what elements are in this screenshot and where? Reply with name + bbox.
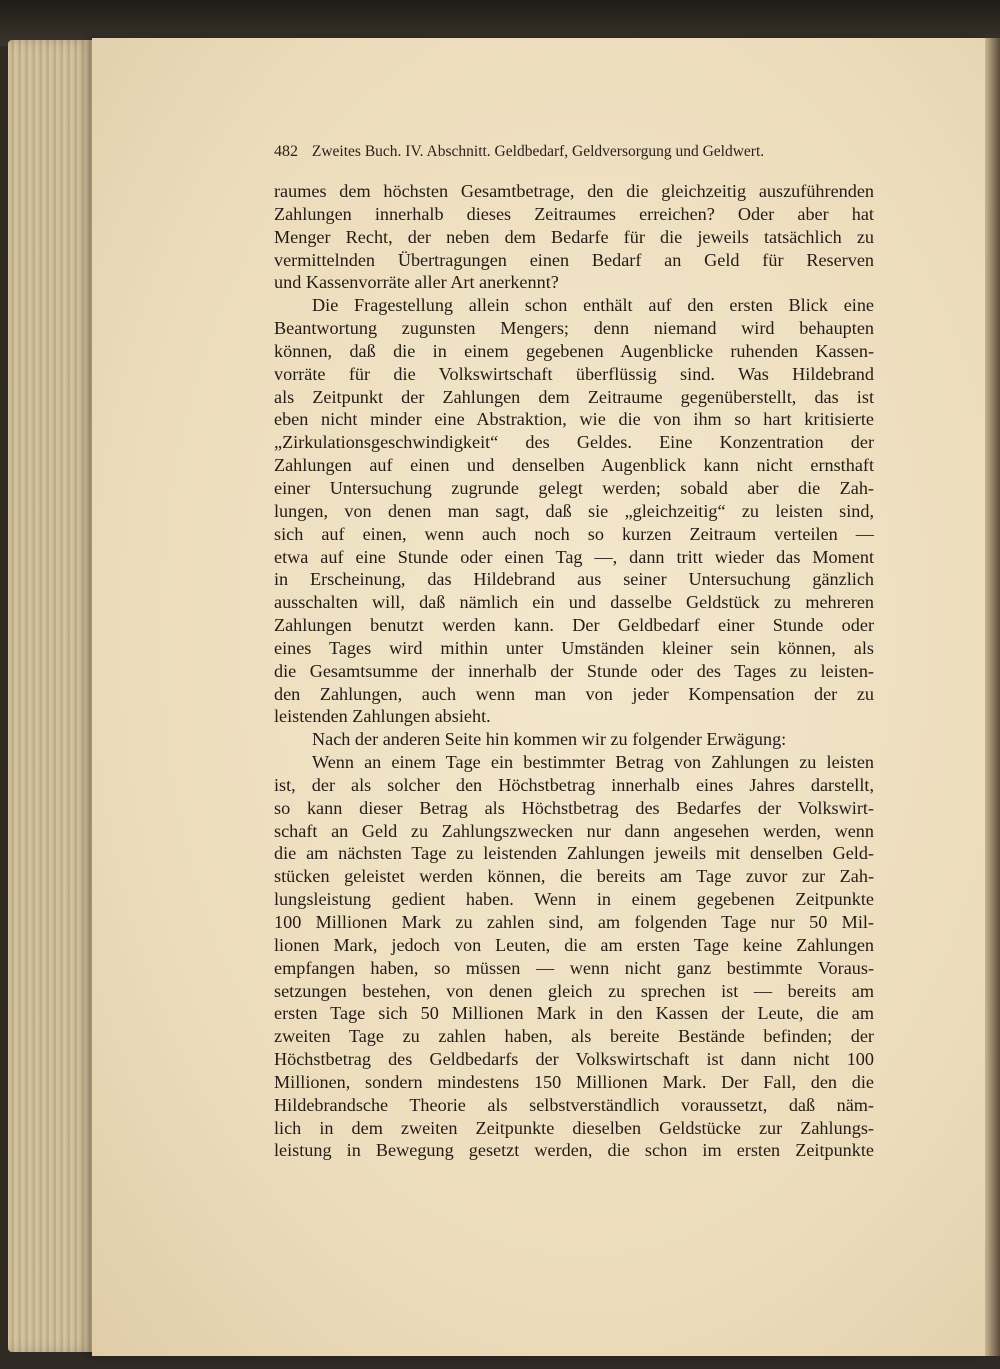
text-line: die am nächsten Tage zu leistenden Zahlungen jeweils mit denselben Geld- (274, 843, 874, 864)
text-line: schaft an Geld zu Zahlungszwecken nur dann angesehen werden, wenn (274, 820, 874, 841)
text-line: Hildebrandsche Theorie als selbstverständlich voraussetzt, daß näm- (274, 1094, 874, 1115)
text-line: Millionen, sondern mindestens 150 Millionen Mark. Der Fall, den die (274, 1071, 874, 1092)
running-header (274, 143, 874, 161)
text-line: ersten Tage sich 50 Millionen Mark in den Kassen der Leute, die am (274, 1003, 874, 1024)
text-line: als Zeitpunkt der Zahlungen dem Zeitraume gegenüberstellt, das ist (274, 386, 874, 407)
text-line: ausschalten will, daß nämlich ein und dasselbe Geldstück zu mehreren (274, 592, 874, 613)
text-line: und Kassenvorräte aller Art anerkennt? (274, 272, 559, 293)
text-line: eben nicht minder eine Abstraktion, wie die von ihm so hart kritisierte (274, 409, 874, 430)
text-line: leistenden Zahlungen absieht. (274, 706, 491, 727)
text-line: Zahlungen innerhalb dieses Zeitraumes erreichen? Oder aber hat (274, 203, 874, 224)
text-line: Zahlungen benutzt werden kann. Der Geldbedarf einer Stunde oder (274, 615, 874, 636)
text-line: „Zirkulationsgeschwindigkeit“ des Geldes. Eine Konzentration der (274, 432, 874, 453)
text-line: lionen Mark, jedoch von Leuten, die am ersten Tage keine Zahlungen (274, 934, 874, 955)
body-text (274, 180, 874, 1162)
text-line: stücken geleistet werden können, die bereits am Tage zuvor zur Zah- (274, 866, 874, 887)
text-line: lungen, von denen man sagt, daß sie „gleichzeitig“ zu leisten sind, (274, 500, 874, 521)
text-line: Zahlungen auf einen und denselben Augenblick kann nicht ernsthaft (274, 455, 874, 476)
text-line: sich auf einen, wenn auch noch so kurzen Zeitraum verteilen — (274, 523, 874, 544)
text-line: lich in dem zweiten Zeitpunkte dieselben Geldstücke zur Zahlungs- (274, 1117, 874, 1138)
text-line: etwa auf eine Stunde oder einen Tag —, dann tritt wieder das Moment (274, 546, 874, 567)
text-line: in Erscheinung, das Hildebrand aus seiner Untersuchung gänzlich (274, 569, 874, 590)
text-line: Die Fragestellung allein schon enthält auf den ersten Blick eine (312, 295, 874, 316)
text-line: können, daß die in einem gegebenen Augenblicke ruhenden Kassen- (274, 340, 874, 361)
text-line: setzungen bestehen, von denen gleich zu sprechen ist — bereits am (274, 980, 874, 1001)
text-line: vorräte für die Volkswirtschaft überflüssig sind. Was Hildebrand (274, 363, 874, 384)
text-line: leistung in Bewegung gesetzt werden, die schon im ersten Zeitpunkte (274, 1140, 874, 1161)
text-line: so kann dieser Betrag als Höchstbetrag des Bedarfes der Volkswirt- (274, 797, 874, 818)
page-number: 482 (274, 143, 298, 160)
text-line: den Zahlungen, auch wenn man von jeder Kompensation der zu (274, 683, 874, 704)
text-line: einer Untersuchung zugrunde gelegt werden; sobald aber die Zah- (274, 477, 874, 498)
text-line: raumes dem höchsten Gesamtbetrage, den die gleichzeitig auszuführenden (274, 181, 874, 201)
text-line: zweiten Tage zu zahlen haben, als bereite Bestände befinden; der (274, 1026, 874, 1047)
text-line: die Gesamtsumme der innerhalb der Stunde oder des Tages zu leisten- (274, 660, 874, 681)
text-line: lungsleistung gedient haben. Wenn in einem gegebenen Zeitpunkte (274, 889, 874, 910)
text-line: ist, der als solcher den Höchstbetrag innerhalb eines Jahres darstellt, (274, 774, 874, 795)
text-line: eines Tages wird mithin unter Umständen kleiner sein können, als (274, 637, 874, 658)
page-gutter (985, 38, 1000, 1356)
text-line: Wenn an einem Tage ein bestimmter Betrag von Zahlungen zu leisten (312, 752, 874, 773)
text-line: 100 Millionen Mark zu zahlen sind, am folgenden Tage nur 50 Mil- (274, 912, 874, 932)
text-line: Menger Recht, der neben dem Bedarfe für die jeweils tatsächlich zu (274, 226, 874, 247)
text-line: vermittelnden Übertragungen einen Bedarf an Geld für Reserven (274, 249, 874, 270)
text-line: Höchstbetrag des Geldbedarfs der Volkswirtschaft ist dann nicht 100 (274, 1049, 874, 1070)
text-line: Beantwortung zugunsten Mengers; denn niemand wird behaupten (274, 318, 874, 339)
text-line: Nach der anderen Seite hin kommen wir zu folgender Erwägung: (312, 729, 787, 750)
running-title: Zweites Buch. IV. Abschnitt. Geldbedarf, Geldversorgung und Geldwert. (311, 143, 765, 160)
text-line: empfangen haben, so müssen — wenn nicht ganz bestimmte Voraus- (274, 957, 874, 978)
